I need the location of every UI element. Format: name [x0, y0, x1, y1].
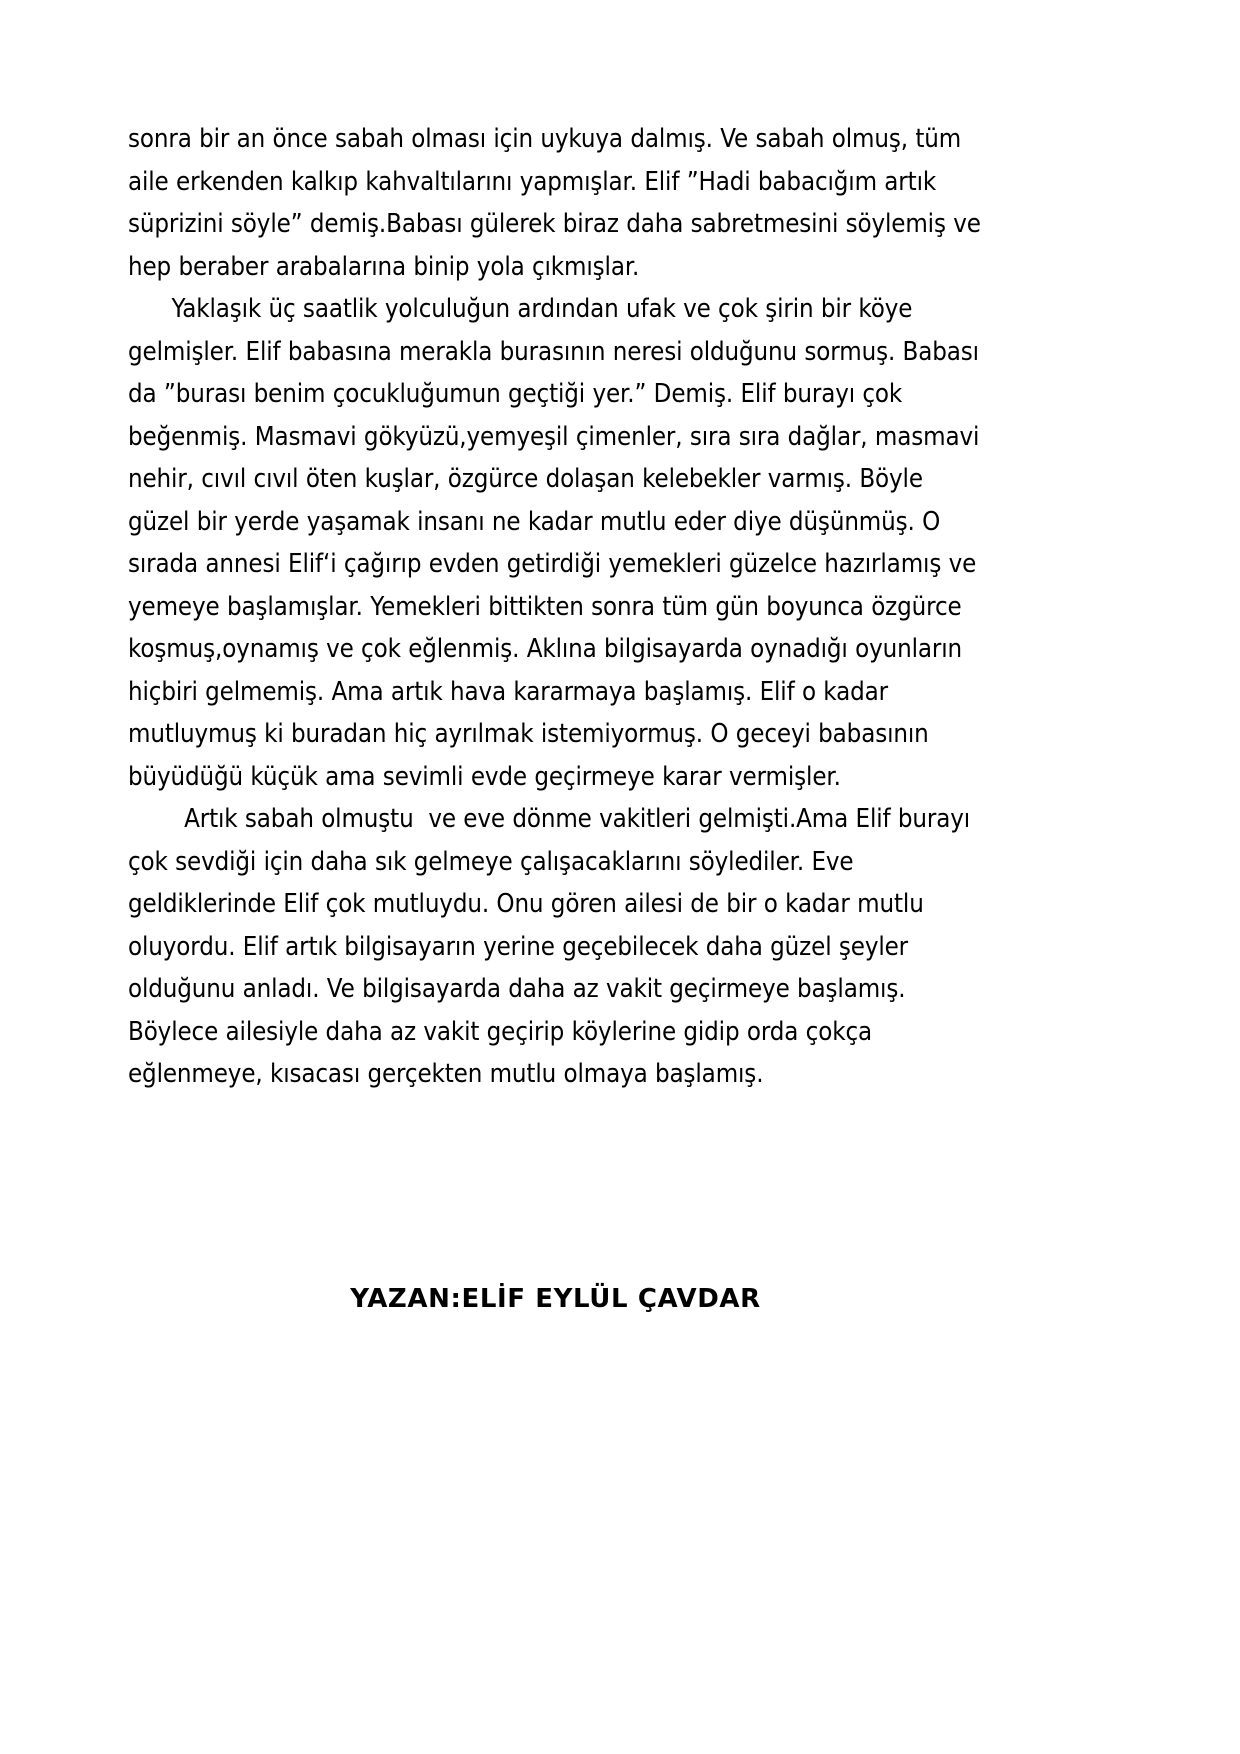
paragraph-2: Yaklaşık üç saatlik yolculuğun ardından ufak ve çok şirin bir köye gelmişler. Elif babasına merakla burasının neresi olduğunu sormuş. Babası da ”burası benim çocukluğumun geçtiği yer.” Demiş. Elif burayı çok beğenmiş. Masmavi gökyüzü,yemyeşil çimenler, sıra sıra dağlar, masmavi nehir, cıvıl cıvıl öten kuşlar, özgürce dolaşan kelebekler varmış. Böyle güzel bir yerde yaşamak insanı ne kadar mutlu eder diye düşünmüş. O sırada annesi Elif‘i çağırıp evden getirdiği yemekleri güzelce hazırlamış ve yemeye başlamışlar. Yemekleri bittikten sonra tüm gün boyunca özgürce koşmuş,oynamış ve çok eğlenmiş. Aklına bilgisayarda oynadığı oyunların hiçbiri gelmemiş. Ama artık hava kararmaya başlamış. Elif o kadar mutluymuş ki buradan hiç ayrılmak istemiyormuş. O geceyi babasının büyüdüğü küçük ama sevimli evde geçirmeye karar vermişler.: [128, 294, 987, 792]
paragraph-1: sonra bir an önce sabah olması için uykuya dalmış. Ve sabah olmuş, tüm aile erkenden kalkıp kahvaltılarını yapmışlar. Elif ”Hadi babacığım artık süprizini söyle” demiş.Babası gülerek biraz daha sabretmesini söylemiş ve hep beraber arabalarına binip yola çıkmışlar.: [128, 124, 989, 282]
paragraph-3: Artık sabah olmuştu ve eve dönme vakitleri gelmişti.Ama Elif burayı çok sevdiği için daha sık gelmeye çalışacaklarını söylediler. Eve geldiklerinde Elif çok mutluydu. Onu gören ailesi de bir o kadar mutlu oluyordu. Elif artık bilgisayarın yerine geçebilecek daha güzel şeyler olduğunu anladı. Ve bilgisayarda daha az vakit geçirmeye başlamış. Böylece ailesiyle daha az vakit geçirip köylerine gidip orda çokça eğlenmeye, kısacası gerçekten mutlu olmaya başlamış.: [128, 804, 978, 1089]
document-body: [128, 118, 989, 1096]
author-attribution: [128, 1280, 983, 1318]
author-signature-text: YAZAN:ELİF EYLÜL ÇAVDAR: [350, 1284, 761, 1314]
